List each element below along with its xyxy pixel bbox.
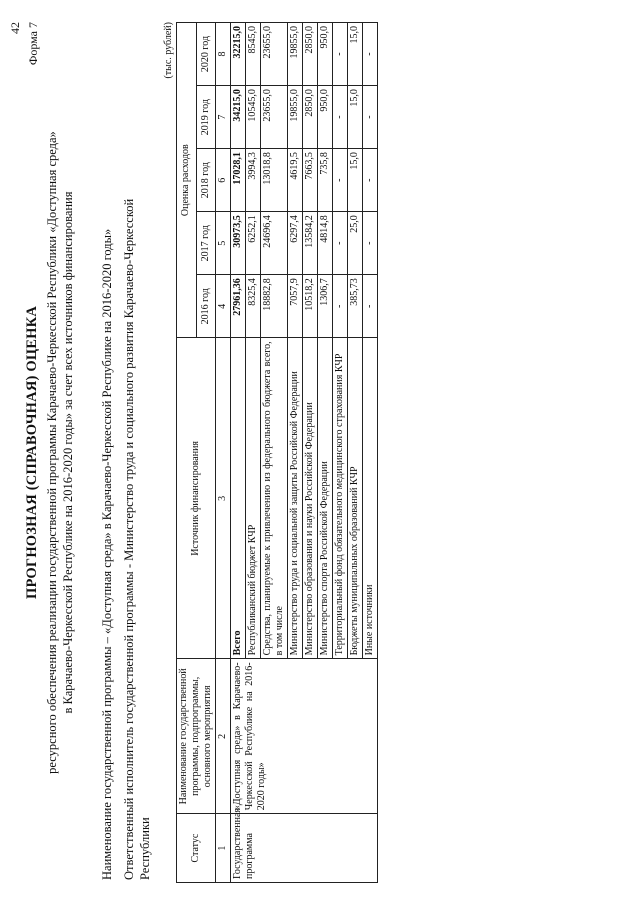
column-index: 5 [216, 212, 231, 275]
value-cell: - [333, 149, 348, 212]
value-cell: 30973,5 [231, 212, 246, 275]
header-program-name: Наименование государственной программы, подпрограммы, основного мероприятия [177, 659, 216, 814]
program-name: Наименование государственной программы – «Доступная среда» в Карачаево-Черкесской Республике на 2016-2020 годы» [100, 228, 114, 880]
value-cell: 13584,2 [303, 212, 318, 275]
source-cell: Бюджеты муниципальных образований КЧР [348, 338, 363, 659]
value-cell: - [333, 212, 348, 275]
value-cell: - [333, 275, 348, 338]
value-cell: 15,0 [348, 149, 363, 212]
source-cell: Средства, планируемые к привлечению из федерального бюджета всего, в том числе [261, 338, 288, 659]
value-cell: 18882,8 [261, 275, 288, 338]
value-cell: 4619,5 [288, 149, 303, 212]
executor-line-2: Республики [138, 817, 152, 880]
page-number: 42 [8, 22, 22, 34]
value-cell: 27961,36 [231, 275, 246, 338]
executor-line-1: Ответственный исполнитель государственной программы - Министерство труда и социального развития Карачаево-Черкесской [122, 198, 136, 880]
source-cell: Министерство образования и науки Российской Федерации [303, 338, 318, 659]
value-cell: 10518,2 [303, 275, 318, 338]
column-index: 6 [216, 149, 231, 212]
value-cell: 7057,9 [288, 275, 303, 338]
value-cell: 10545,0 [246, 86, 261, 149]
program-cell: «Доступная среда» в Карачаево-Черкесской Республике на 2016-2020 годы» [231, 659, 378, 814]
value-cell: 6297,4 [288, 212, 303, 275]
value-cell: 1306,7 [318, 275, 333, 338]
column-index: 3 [216, 338, 231, 659]
value-cell: 2850,0 [303, 23, 318, 86]
value-cell: 3994,3 [246, 149, 261, 212]
header-status: Статус [177, 814, 216, 883]
value-cell: 19855,0 [288, 86, 303, 149]
source-cell: Министерство труда и социальной защиты Российской Федерации [288, 338, 303, 659]
column-index: 1 [216, 814, 231, 883]
value-cell: 23655,0 [261, 86, 288, 149]
subtitle-line-2: в Карачаево-Черкесской Республике на 2016-2020 годы» за счет всех источников финансирования [61, 191, 75, 714]
page-subtitle [44, 40, 76, 865]
value-cell: - [333, 86, 348, 149]
value-cell: 8545,0 [246, 23, 261, 86]
responsible-executor [121, 20, 153, 880]
value-cell: 34215,0 [231, 86, 246, 149]
financing-table [176, 22, 378, 883]
column-index: 7 [216, 86, 231, 149]
page-title: ПРОГНОЗНАЯ (СПРАВОЧНАЯ) ОЦЕНКА [24, 305, 40, 600]
value-cell: 7663,5 [303, 149, 318, 212]
table-body [231, 23, 378, 883]
value-cell: 2850,0 [303, 86, 318, 149]
header-year: 2018 год [196, 149, 216, 212]
status-cell: Государственная программа [231, 814, 378, 883]
column-index: 4 [216, 275, 231, 338]
value-cell: - [363, 275, 378, 338]
value-cell: 950,0 [318, 86, 333, 149]
units-label: (тыс. рублей) [163, 22, 174, 79]
value-cell: 17028,1 [231, 149, 246, 212]
source-cell: Республиканский бюджет КЧР [246, 338, 261, 659]
value-cell: 19855,0 [288, 23, 303, 86]
value-cell: - [363, 86, 378, 149]
value-cell: 15,0 [348, 86, 363, 149]
value-cell: 13018,8 [261, 149, 288, 212]
header-estimate: Оценка расходов [177, 23, 197, 338]
header-row-1 [177, 23, 197, 883]
value-cell: 950,0 [318, 23, 333, 86]
source-cell: Иные источники [363, 338, 378, 659]
value-cell: 735,8 [318, 149, 333, 212]
source-cell: Территориальный фонд обязательного медицинского страхования КЧР [333, 338, 348, 659]
value-cell: - [363, 149, 378, 212]
subtitle-line-1: ресурсного обеспечения реализации государственной программы Карачаево-Черкесской Республики «Доступная среда» [45, 131, 59, 774]
column-index: 8 [216, 23, 231, 86]
value-cell: 25,0 [348, 212, 363, 275]
value-cell: 32215,0 [231, 23, 246, 86]
value-cell: 24696,4 [261, 212, 288, 275]
value-cell: - [333, 23, 348, 86]
value-cell: 15,0 [348, 23, 363, 86]
value-cell: - [363, 23, 378, 86]
header-source: Источник финансирования [177, 338, 216, 659]
source-cell: Министерство спорта Российской Федерации [318, 338, 333, 659]
form-label: Форма 7 [26, 22, 40, 66]
table-row [231, 23, 246, 883]
value-cell: 8325,4 [246, 275, 261, 338]
value-cell: - [363, 212, 378, 275]
source-cell: Всего [231, 338, 246, 659]
column-index-row [216, 23, 231, 883]
value-cell: 6252,1 [246, 212, 261, 275]
value-cell: 4814,8 [318, 212, 333, 275]
header-year: 2016 год [196, 275, 216, 338]
header-year: 2020 год [196, 23, 216, 86]
value-cell: 385,73 [348, 275, 363, 338]
header-year: 2019 год [196, 86, 216, 149]
header-year: 2017 год [196, 212, 216, 275]
column-index: 2 [216, 659, 231, 814]
value-cell: 23655,0 [261, 23, 288, 86]
